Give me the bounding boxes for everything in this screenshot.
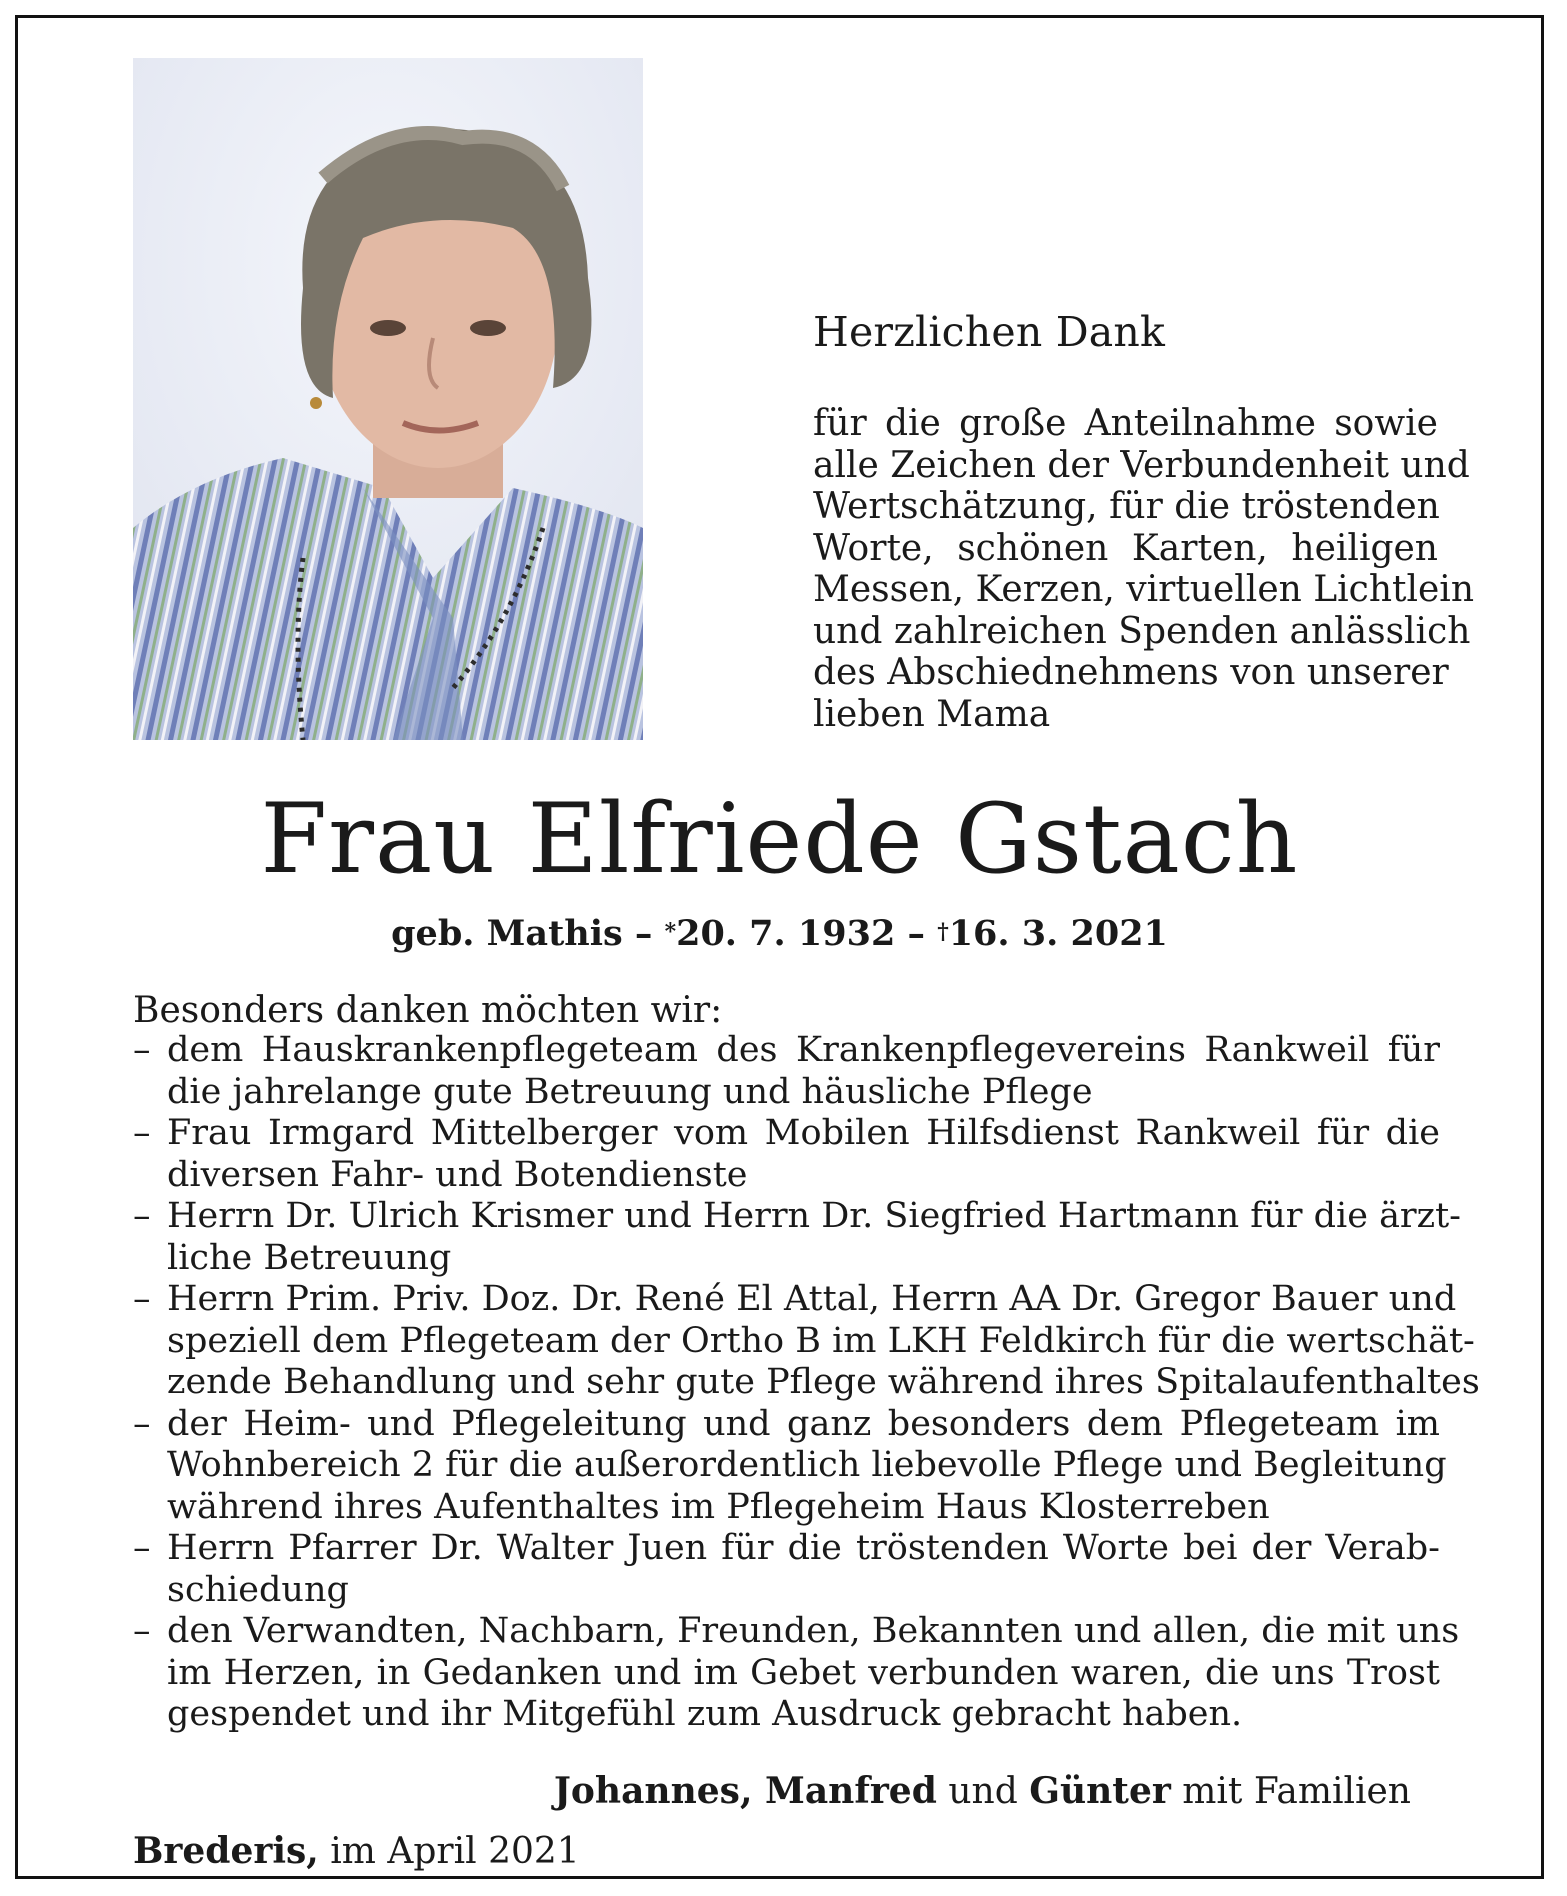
dash-marker: – — [133, 1528, 151, 1568]
thanks-line: und zahlreichen Spenden anlässlich — [813, 610, 1471, 652]
item-line: diversen Fahr- und Botendienste — [167, 1154, 748, 1195]
deceased-name: Frau Elfriede Gstach — [260, 783, 1299, 895]
place-date-text: im April 2021 — [330, 1831, 580, 1872]
thanks-line: Wertschätzung, für die tröstenden — [813, 486, 1440, 527]
item-line: den Verwandten, Nachbarn, Freunden, Bekannten und allen, die mit uns — [167, 1611, 1460, 1651]
place-town: Brederis, — [133, 1830, 319, 1872]
birth-symbol: * — [664, 919, 677, 945]
thanks-line: des Abschiednehmens von unserer — [813, 652, 1449, 693]
dash-marker: – — [133, 1196, 151, 1236]
list-item — [133, 1279, 1480, 1404]
signer-name: Günter — [1029, 1770, 1171, 1812]
item-line: Herrn Prim. Priv. Doz. Dr. René El Attal, Herrn AA Dr. Gregor Bauer und — [167, 1279, 1457, 1319]
list-item — [133, 1196, 1461, 1279]
place-date — [133, 1830, 580, 1872]
acknowledgement-list — [133, 1030, 1480, 1736]
thanks-line: alle Zeichen der Verbundenheit und — [813, 444, 1470, 486]
item-line: im Herzen, in Gedanken und im Gebet verbunden waren, die uns Trost — [167, 1652, 1440, 1693]
item-line: zende Behandlung und sehr gute Pflege während ihres Spitalaufenthaltes — [167, 1362, 1480, 1402]
death-date: 16. 3. 2021 — [948, 913, 1168, 954]
conjunction: und — [948, 1771, 1018, 1812]
list-item — [133, 1113, 1440, 1196]
item-line: Herrn Dr. Ulrich Krismer und Herrn Dr. Siegfried Hartmann für die ärzt- — [167, 1196, 1461, 1236]
death-symbol: † — [937, 919, 949, 945]
item-line: Frau Irmgard Mittelberger vom Mobilen Hilfsdienst Rankweil für die — [167, 1113, 1440, 1153]
intro-text: Besonders danken möchten wir: — [133, 990, 723, 1031]
item-line: Wohnbereich 2 für die außerordentlich liebevolle Pflege und Begleitung — [167, 1445, 1447, 1485]
list-item — [133, 1611, 1460, 1736]
item-line: der Heim- und Pflegeleitung und ganz besonders dem Pflegeteam im — [167, 1403, 1440, 1444]
thanks-line: für die große Anteilnahme sowie — [813, 403, 1438, 444]
signer-suffix: mit Familien — [1182, 1771, 1411, 1812]
birth-date: 20. 7. 1932 — [676, 913, 896, 954]
list-item — [133, 1030, 1440, 1113]
item-line: speziell dem Pflegeteam der Ortho B im LKH Feldkirch für die wertschät- — [167, 1320, 1475, 1361]
item-line: dem Hauskrankenpflegeteam des Krankenpflegevereins Rankweil für — [167, 1030, 1440, 1070]
thanks-line: Messen, Kerzen, virtuellen Lichtlein — [813, 569, 1475, 610]
list-item — [133, 1403, 1447, 1529]
thanks-paragraph — [813, 403, 1475, 735]
item-line: die jahrelange gute Betreuung und häusliche Pflege — [167, 1071, 1093, 1112]
life-dates — [18, 913, 1541, 954]
thanks-line: Worte, schönen Karten, heiligen — [813, 527, 1438, 569]
item-line: Herrn Pfarrer Dr. Walter Juen für die tröstenden Worte bei der Verab- — [167, 1528, 1440, 1568]
maiden-name: geb. Mathis — [391, 913, 623, 954]
item-line: liche Betreuung — [167, 1237, 452, 1278]
signer-names: Johannes, Manfred — [553, 1770, 937, 1812]
item-line: während ihres Aufenthaltes im Pflegeheim Haus Klosterreben — [167, 1486, 1270, 1527]
dash-marker: – — [133, 1030, 151, 1070]
obituary-frame — [15, 15, 1544, 1879]
item-line: schiedung — [167, 1569, 349, 1610]
dash-marker: – — [133, 1113, 151, 1153]
dash-marker: – — [133, 1611, 151, 1651]
item-line: gespendet und ihr Mitgefühl zum Ausdruck gebracht haben. — [167, 1694, 1243, 1734]
separator: – — [634, 913, 653, 954]
dash-marker: – — [133, 1279, 151, 1319]
list-item — [133, 1528, 1440, 1611]
portrait-photo — [133, 58, 643, 740]
separator: – — [907, 913, 925, 954]
thanks-heading: Herzlichen Dank — [813, 308, 1166, 356]
thanks-line: lieben Mama — [813, 693, 1051, 735]
signers-line — [554, 1770, 1411, 1812]
dash-marker: – — [133, 1403, 151, 1444]
